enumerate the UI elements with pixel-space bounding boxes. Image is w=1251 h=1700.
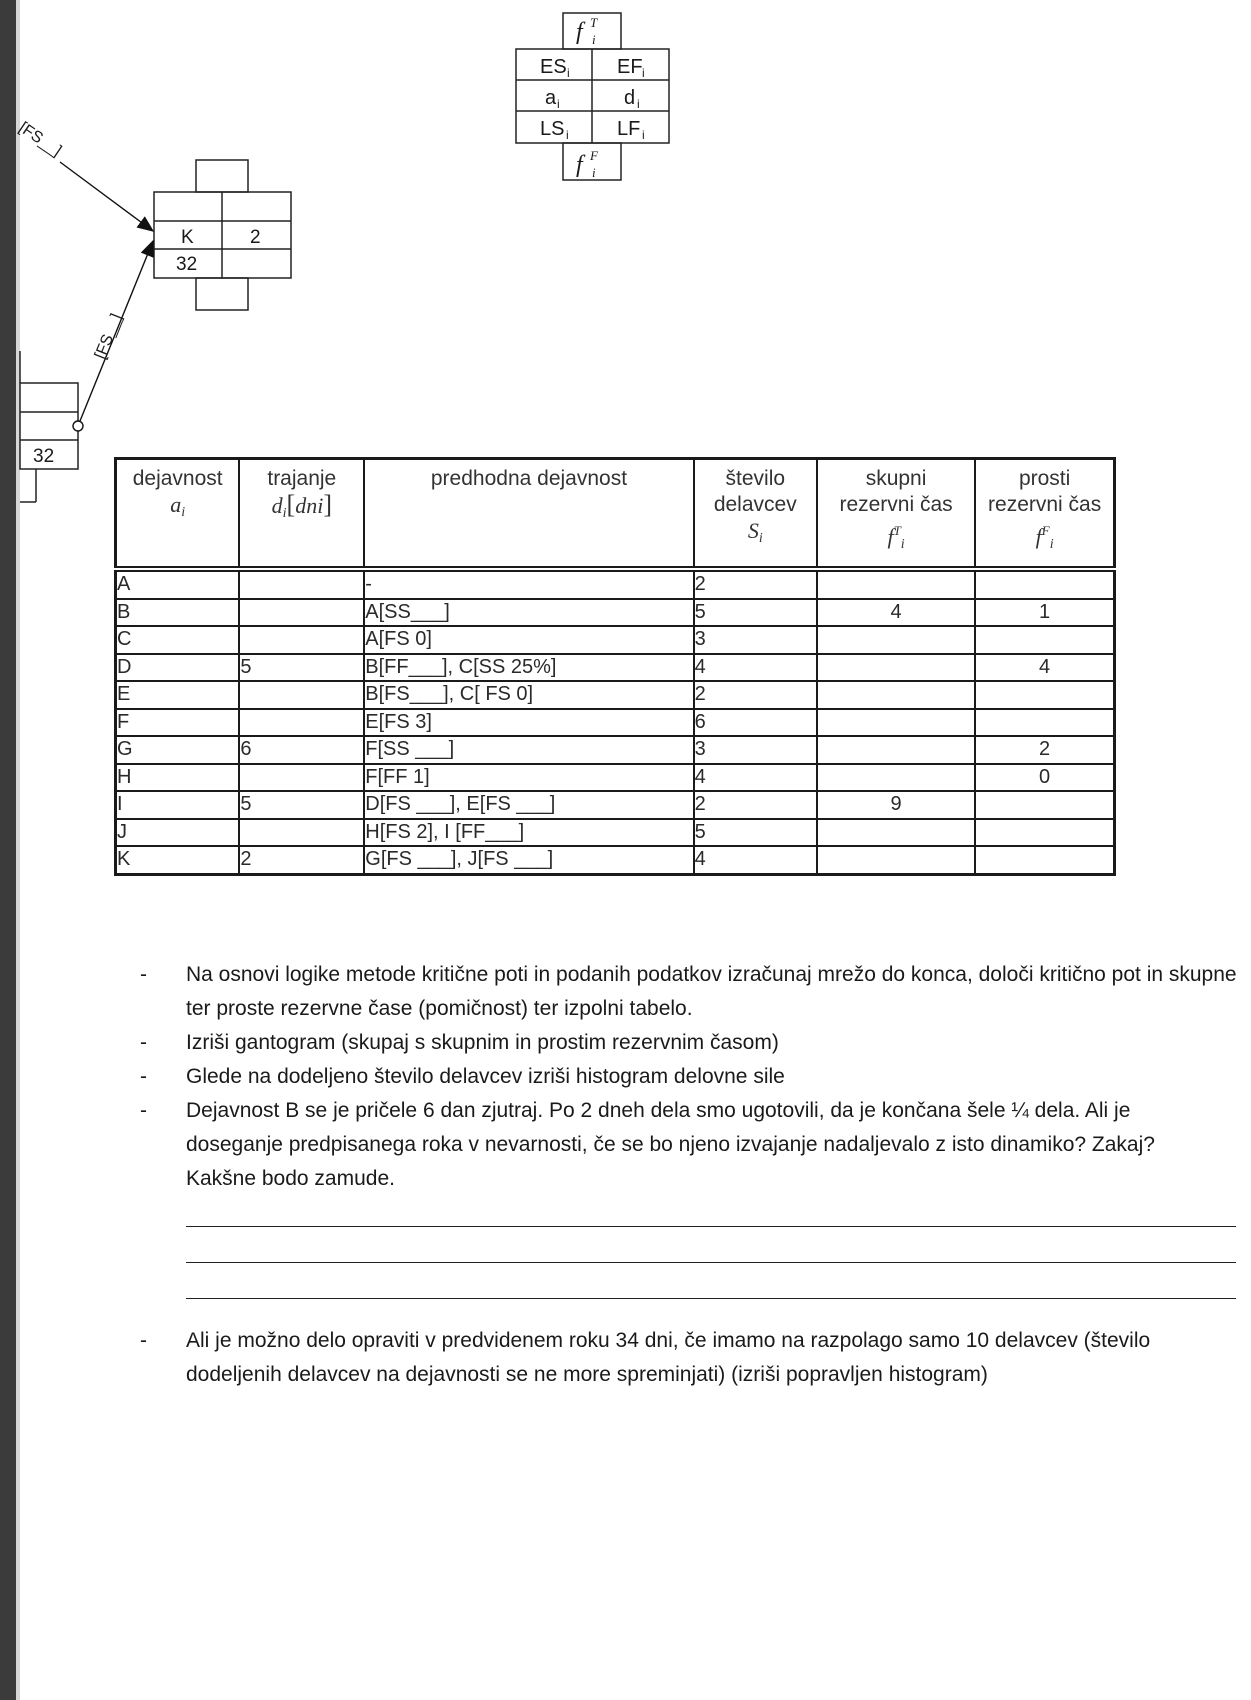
task-item [140,1094,1240,1196]
legend-d: d [624,87,636,109]
cell-duration [239,681,364,709]
cell-duration: 6 [239,736,364,764]
cell-total-float: 9 [817,791,975,819]
cell-predecessor: A[SS___] [364,599,693,627]
node-k [154,160,291,310]
answer-lines [140,1196,1240,1314]
task-item [140,958,1240,1026]
cell-duration: 5 [239,791,364,819]
legend-es: ES [540,56,567,78]
node-left-partial [20,351,78,502]
cell-workers: 4 [694,846,817,874]
cell-workers: 4 [694,654,817,682]
cell-predecessor: F[FF 1] [364,764,693,792]
answer-line[interactable] [186,1262,1236,1263]
cell-free-float [975,819,1114,847]
header-free-float: prosti rezervni čas $f^F_i$ [975,459,1114,570]
cell-free-float [975,626,1114,654]
table-row [116,709,1115,737]
task-list [140,958,1240,1392]
legend-bottom-sub: i [592,165,596,180]
cell-total-float [817,709,975,737]
task-marker: - [140,1329,147,1352]
legend-sub: i [642,128,645,142]
cell-activity: C [116,626,240,654]
table-row [116,736,1115,764]
cell-workers: 2 [694,791,817,819]
cell-workers: 4 [694,764,817,792]
network-diagram [0,100,320,510]
legend-bottom-sup: F [590,148,598,163]
cell-activity: K [116,846,240,874]
cell-free-float [975,709,1114,737]
cell-workers: 2 [694,569,817,599]
cell-workers: 5 [694,819,817,847]
cell-free-float [975,791,1114,819]
table-row [116,626,1115,654]
node-k-ls: 32 [176,254,198,275]
node-k-duration: 2 [250,227,261,248]
cell-activity: H [116,764,240,792]
cell-workers: 6 [694,709,817,737]
task-text: Ali je možno delo opraviti v predvidenem roku 34 dni, če imamo na razpolago samo 10 delavcev (število dodeljenih delavcev na dejavnosti se ne more spreminjati) (izriši popravljen histogram) [186,1329,1151,1386]
task-item [140,1060,1240,1094]
legend-lf: LF [617,118,641,140]
cell-activity: A [116,569,240,599]
cell-predecessor: G[FS ___], J[FS ___] [364,846,693,874]
task-text: Glede na dodeljeno število delavcev izriši histogram delovne sile [186,1065,785,1088]
cell-total-float [817,681,975,709]
cell-activity: I [116,791,240,819]
table-header-row [116,459,1115,570]
legend-sub: i [637,97,640,111]
table-row [116,654,1115,682]
cell-predecessor: F[SS ___] [364,736,693,764]
legend-sub: i [567,66,570,80]
arrow-lower [73,241,153,431]
cell-predecessor: A[FS 0] [364,626,693,654]
node-k-name: K [181,227,194,248]
cell-activity: G [116,736,240,764]
legend-a: a [545,87,557,109]
cell-free-float [975,569,1114,599]
legend-top-sub: i [592,32,596,47]
arrow-lower-label: [FS__] [91,311,126,362]
cell-total-float [817,626,975,654]
cell-total-float [817,569,975,599]
cell-predecessor: H[FS 2], I [FF___] [364,819,693,847]
cell-activity: B [116,599,240,627]
cell-workers: 5 [694,599,817,627]
cell-duration [239,599,364,627]
task-text: Izriši gantogram (skupaj s skupnim in prostim rezervnim časom) [186,1031,779,1054]
cell-activity: F [116,709,240,737]
cell-activity: J [116,819,240,847]
task-marker: - [140,1031,147,1054]
task-marker: - [140,963,147,986]
cell-predecessor: E[FS 3] [364,709,693,737]
legend-bottom-label: f [576,152,583,178]
cell-total-float [817,654,975,682]
cell-predecessor: B[FS___], C[ FS 0] [364,681,693,709]
arrow-upper-label: [FS__] [15,119,65,160]
task-item [140,1026,1240,1060]
node-left-ls: 32 [33,446,55,467]
cell-total-float [817,819,975,847]
cell-duration: 5 [239,654,364,682]
cell-total-float [817,764,975,792]
legend-ef: EF [617,56,643,78]
legend-sub: i [557,97,560,111]
legend-top-label: f [576,19,583,45]
header-activity: dejavnost $a_i$ [116,459,240,570]
cell-free-float [975,681,1114,709]
cell-total-float: 4 [817,599,975,627]
answer-line[interactable] [186,1226,1236,1227]
task-item [140,1324,1240,1392]
cell-free-float: 4 [975,654,1114,682]
header-predecessor: predhodna dejavnost [364,459,693,570]
arrow-upper [16,119,153,231]
cell-duration [239,626,364,654]
legend-sub: i [566,128,569,142]
header-total-float: skupni rezervni čas $f^T_i$ [817,459,975,570]
cell-workers: 2 [694,681,817,709]
answer-line[interactable] [186,1298,1236,1299]
cell-total-float [817,846,975,874]
cell-predecessor: B[FF___], C[SS 25%] [364,654,693,682]
cell-duration [239,819,364,847]
table-row [116,846,1115,874]
header-workers: število delavcev $S_i$ [694,459,817,570]
cell-workers: 3 [694,626,817,654]
table-row [116,681,1115,709]
table-row [116,819,1115,847]
header-duration: trajanje $d_i[dni]$ [239,459,364,570]
task-marker: - [140,1065,147,1088]
task-text: Dejavnost B se je pričele 6 dan zjutraj. Po 2 dneh dela smo ugotovili, da je končana šele ¼ dela. Ali je doseganje predpisanega roka v nevarnosti, če se bo njeno izvajanje nadaljevalo z isto dinamiko? Zakaj? Kakšne bodo zamude. [186,1099,1155,1190]
cell-workers: 3 [694,736,817,764]
table-row [116,791,1115,819]
table-row [116,764,1115,792]
cell-predecessor: - [364,569,693,599]
cell-duration [239,709,364,737]
cell-free-float: 1 [975,599,1114,627]
cell-free-float [975,846,1114,874]
activity-table [114,457,1116,876]
task-text: Na osnovi logike metode kritične poti in podanih podatkov izračunaj mrežo do konca, določi kritično pot in skupne ter proste rezervne čase (pomičnost) ter izpolni tabelo. [186,963,1237,1020]
cell-duration [239,764,364,792]
legend-top-sup: T [590,15,598,30]
task-marker: - [140,1099,147,1122]
cell-activity: E [116,681,240,709]
table-row [116,599,1115,627]
legend-sub: i [642,66,645,80]
cell-activity: D [116,654,240,682]
cell-duration [239,569,364,599]
cell-duration: 2 [239,846,364,874]
legend-ls: LS [540,118,565,140]
node-legend [510,8,675,188]
cell-free-float: 0 [975,764,1114,792]
cell-free-float: 2 [975,736,1114,764]
cell-predecessor: D[FS ___], E[FS ___] [364,791,693,819]
table-row [116,569,1115,599]
cell-total-float [817,736,975,764]
